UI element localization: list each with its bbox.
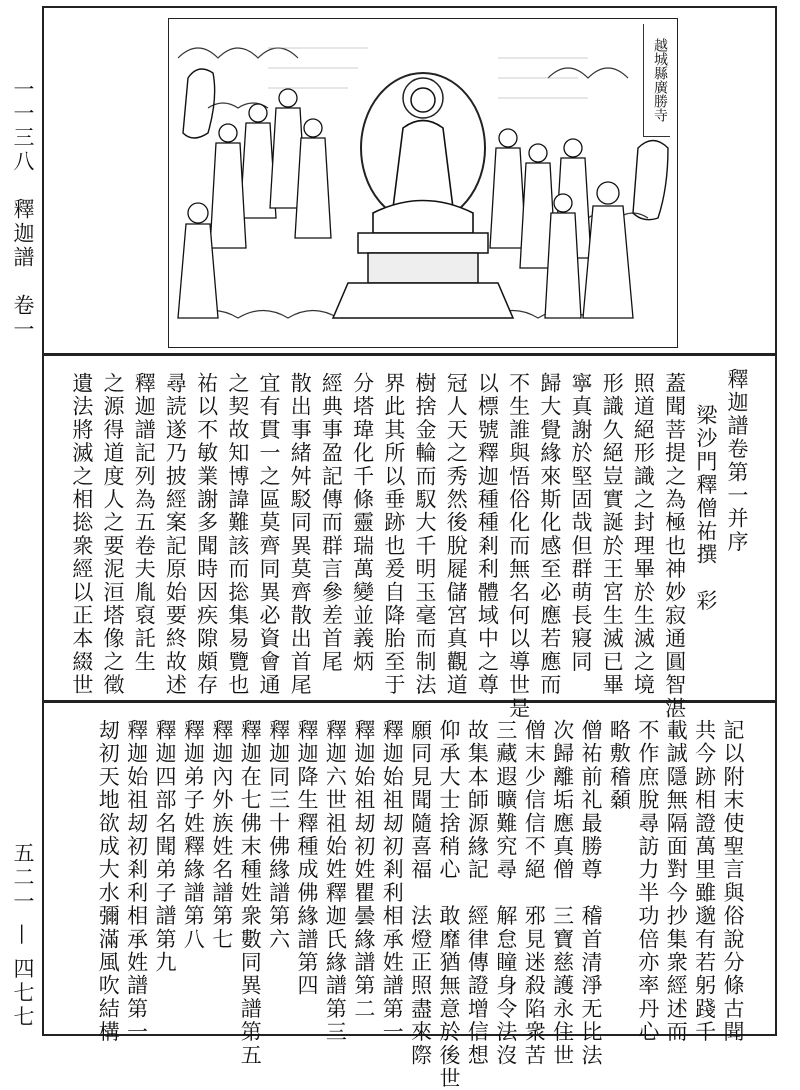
text-column: 釋迦在七佛末種姓衆數同異譜第五 [238, 719, 263, 1067]
text-column: 之源得道度人之要泥洹塔像之徵 [101, 372, 125, 697]
text-column: 願同見聞隨喜福 法燈正照盡來際 [408, 719, 433, 1067]
text-column: 經典事盈記傳而群言參差首尾 [319, 372, 344, 674]
text-column: 冠人天之秀然後脫屣儲宮真觀道 [444, 372, 469, 697]
text-column: 不生誰與悟俗化而無名何以導世是 [506, 372, 531, 720]
margin-header: 一一三八 釋迦譜 卷一 [11, 78, 35, 342]
text-column: 次歸離垢應真僧 三寶慈護永住世 [550, 719, 575, 1067]
text-column: 釋迦內外族姓名譜第七 [209, 719, 234, 951]
text-column: 尋読遂乃披經案記原始要終故述 [163, 372, 188, 697]
text-column: 釋迦始祖刼初剎利相承姓譜第一 [124, 719, 149, 1044]
text-column: 三藏遐曠難究尋 解怠瞳身令法沒 [493, 719, 518, 1067]
margin-footer: 五二一 — 四七七 [11, 842, 35, 1030]
buddha-assembly-illustration [168, 18, 678, 348]
text-column: 共今跡相證萬里雖邈有若躬踐千 [692, 719, 717, 1044]
text-column: 僧祐前礼最勝尊 稽首清淨无比法 [579, 719, 603, 1067]
text-column: 以標號釋迦種種剎利體域中之尊 [475, 372, 500, 697]
text-column: 散出事緒舛駁同異莫齊散出首尾 [288, 372, 313, 697]
text-column: 樹捨金輪而馭大千明玉毫而制法 [413, 372, 437, 697]
text-column: 照道絕形識之封理畢於生滅之境 [631, 372, 656, 697]
text-column: 釋迦六世祖始姓釋迦氏緣譜第三 [323, 719, 348, 1044]
text-column: 分塔瑋化千條靈瑞萬變並義炳 [350, 372, 375, 674]
text-column: 僧末少信信不絕 邪見迷殺陷衆苦 [522, 719, 547, 1067]
text-column: 釋迦始祖刼初剎利相承姓譜第一 [380, 719, 405, 1044]
text-column: 刼初天地欲成大水彌滿風吹結構 [96, 719, 121, 1044]
text-column: 梁沙門釋僧祐撰 彩 [693, 404, 718, 613]
illustration-panel [44, 8, 775, 356]
temple-label: 越城縣廣勝寺 [643, 24, 670, 137]
text-column: 記以附末使聖言與俗說分條古聞 [721, 719, 745, 1044]
text-column: 歸大覺緣來斯化感至必應若應而 [537, 372, 562, 697]
page-frame [42, 6, 777, 1090]
text-column: 蓋聞菩提之為極也神妙寂通圓智湛 [662, 372, 687, 720]
text-column: 界此其所以垂跡也爰自降胎至于 [381, 372, 406, 697]
text-column: 釋迦譜記列為五卷夫胤裒託生 [132, 372, 157, 674]
text-column: 釋迦譜卷第一并序 [725, 368, 749, 554]
text-column: 宜有貫一之區莫齊同異必資會通 [257, 372, 281, 697]
preface-columns [44, 358, 775, 720]
text-column: 釋迦弟子姓釋緣譜第八 [181, 719, 206, 951]
text-column: 釋迦降生釋種成佛緣譜第四 [295, 719, 319, 998]
text-column: 略敷稽顙 [607, 719, 632, 812]
text-column: 載誠隱無隔面對今抄集衆經述而 [664, 719, 689, 1044]
contents-panel [44, 705, 775, 1090]
contents-columns [44, 705, 775, 1090]
text-column: 故集本師源緣記 經律傳證增信想 [465, 719, 490, 1067]
text-column: 祐以不敏業謝多聞時因疾隙頗存 [194, 372, 219, 697]
text-column: 不作庶脫尋訪力半功倍亦率丹心 [635, 719, 660, 1044]
preface-panel [44, 358, 775, 720]
text-column: 遺法將滅之相捴衆經以正本綴世 [69, 372, 94, 697]
text-column: 寧真謝於堅固哉但群萌長寢同 [569, 372, 593, 674]
text-column: 形識久絕豈實誕於王宮生滅已畢 [600, 372, 625, 697]
text-column: 釋迦始祖刼初姓瞿曇緣譜第二 [351, 719, 376, 1021]
text-column: 之契故知博諱難該而捴集易覽也 [225, 372, 250, 697]
text-column: 釋迦四部名聞弟子譜第九 [153, 719, 177, 975]
text-column: 仰承大士捨稍心 敢靡猶無意於後世 [437, 719, 461, 1090]
text-column: 釋迦同三十佛緣譜第六 [266, 719, 291, 951]
